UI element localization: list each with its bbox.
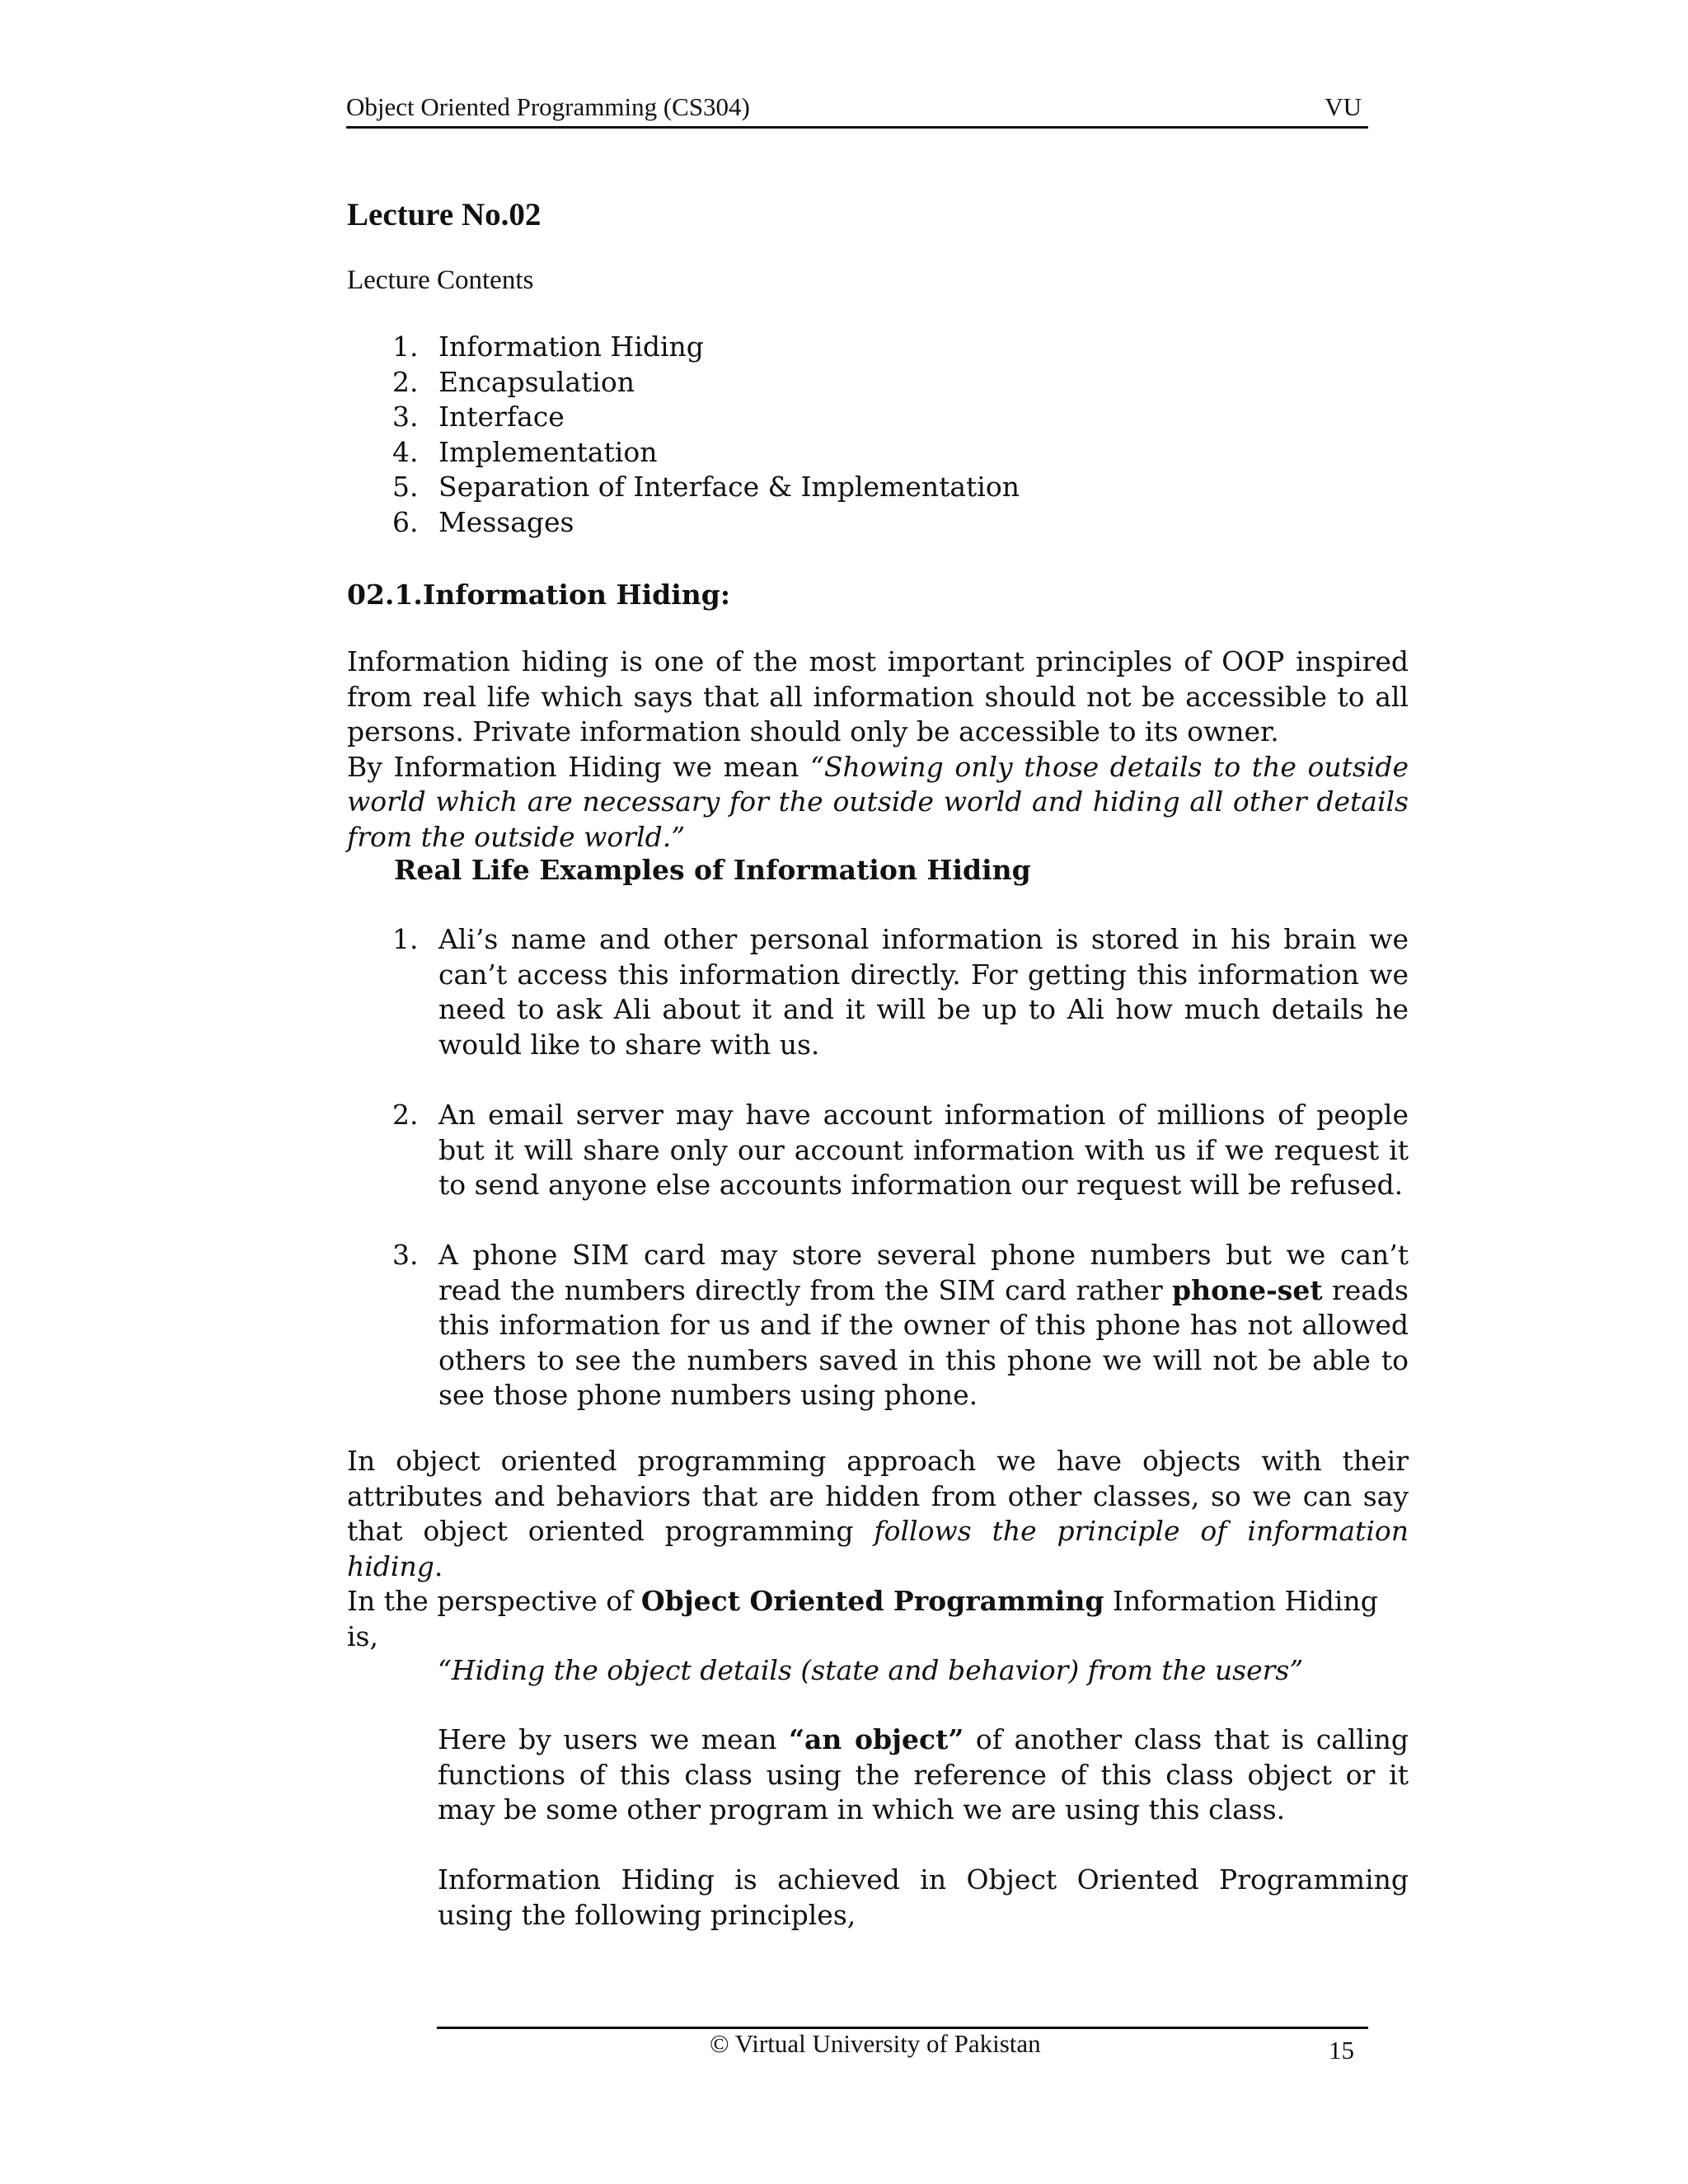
- perspective-paragraph: In the perspective of Object Oriented Programming Information Hiding is,: [347, 1585, 1378, 1652]
- principles-paragraph: Information Hiding is achieved in Object Oriented Programming using the following principles,: [438, 1863, 1409, 1931]
- list-item: 5. Separation of Interface & Implementation: [392, 471, 1020, 503]
- definition-quote: “Hiding the object details (state and behavior) from the users”: [438, 1654, 1304, 1686]
- example-item: 3. A phone SIM card may store several phone numbers but we can’t read the numbers directly from the SIM card rather phone-set reads this information for us and if the owner of this phone has not allowed others to see the numbers saved in this phone we will not be able to see those phone numbers using phone.: [392, 1239, 1409, 1411]
- users-paragraph: Here by users we mean “an object” of another class that is calling functions of this class using the reference of this class object or it may be some other program in which we are using this class.: [438, 1723, 1409, 1825]
- list-item: 4. Implementation: [392, 435, 658, 468]
- examples-heading: Real Life Examples of Information Hiding: [394, 854, 1031, 886]
- contents-list: [392, 330, 1020, 540]
- footer-copyright: © Virtual University of Pakistan: [710, 2029, 1041, 2058]
- example-item: 1. Ali’s name and other personal information is stored in his brain we can’t access this information directly. For getting this information we need to ask Ali about it and it will be up to Ali how much details he would like to share with us.: [392, 923, 1409, 1061]
- list-item: 6. Messages: [392, 505, 574, 538]
- contents-label: Lecture Contents: [347, 265, 534, 295]
- page-number: 15: [1329, 2036, 1354, 2064]
- intro-paragraph: Information hiding is one of the most important principles of OOP inspired from real life which says that all information should not be accessible to all persons. Private information should only be accessible to its owner. By Information Hiding we mean “Showing only those details to the outside world which are necessary for the outside world and hiding all other details from the outside world.”: [347, 645, 1409, 853]
- page-header: [346, 89, 1368, 129]
- course-title: Object Oriented Programming (CS304): [346, 92, 750, 121]
- list-item: 3. Interface: [392, 401, 565, 433]
- list-item: 1. Information Hiding: [392, 330, 704, 363]
- section-heading: 02.1.Information Hiding:: [347, 579, 731, 611]
- list-item: 2. Encapsulation: [392, 365, 635, 398]
- institution-abbrev: VU: [1325, 92, 1362, 121]
- example-item: 2. An email server may have account information of millions of people but it will share only our account information with us if we request it to send anyone else accounts information our request will be refused.: [392, 1099, 1409, 1201]
- lecture-title: Lecture No.02: [347, 197, 542, 232]
- oop-paragraph: In object oriented programming approach we have objects with their attributes and behaviors that are hidden from other classes, so we can say that object oriented programming follows the principle of information hiding.: [347, 1445, 1409, 1582]
